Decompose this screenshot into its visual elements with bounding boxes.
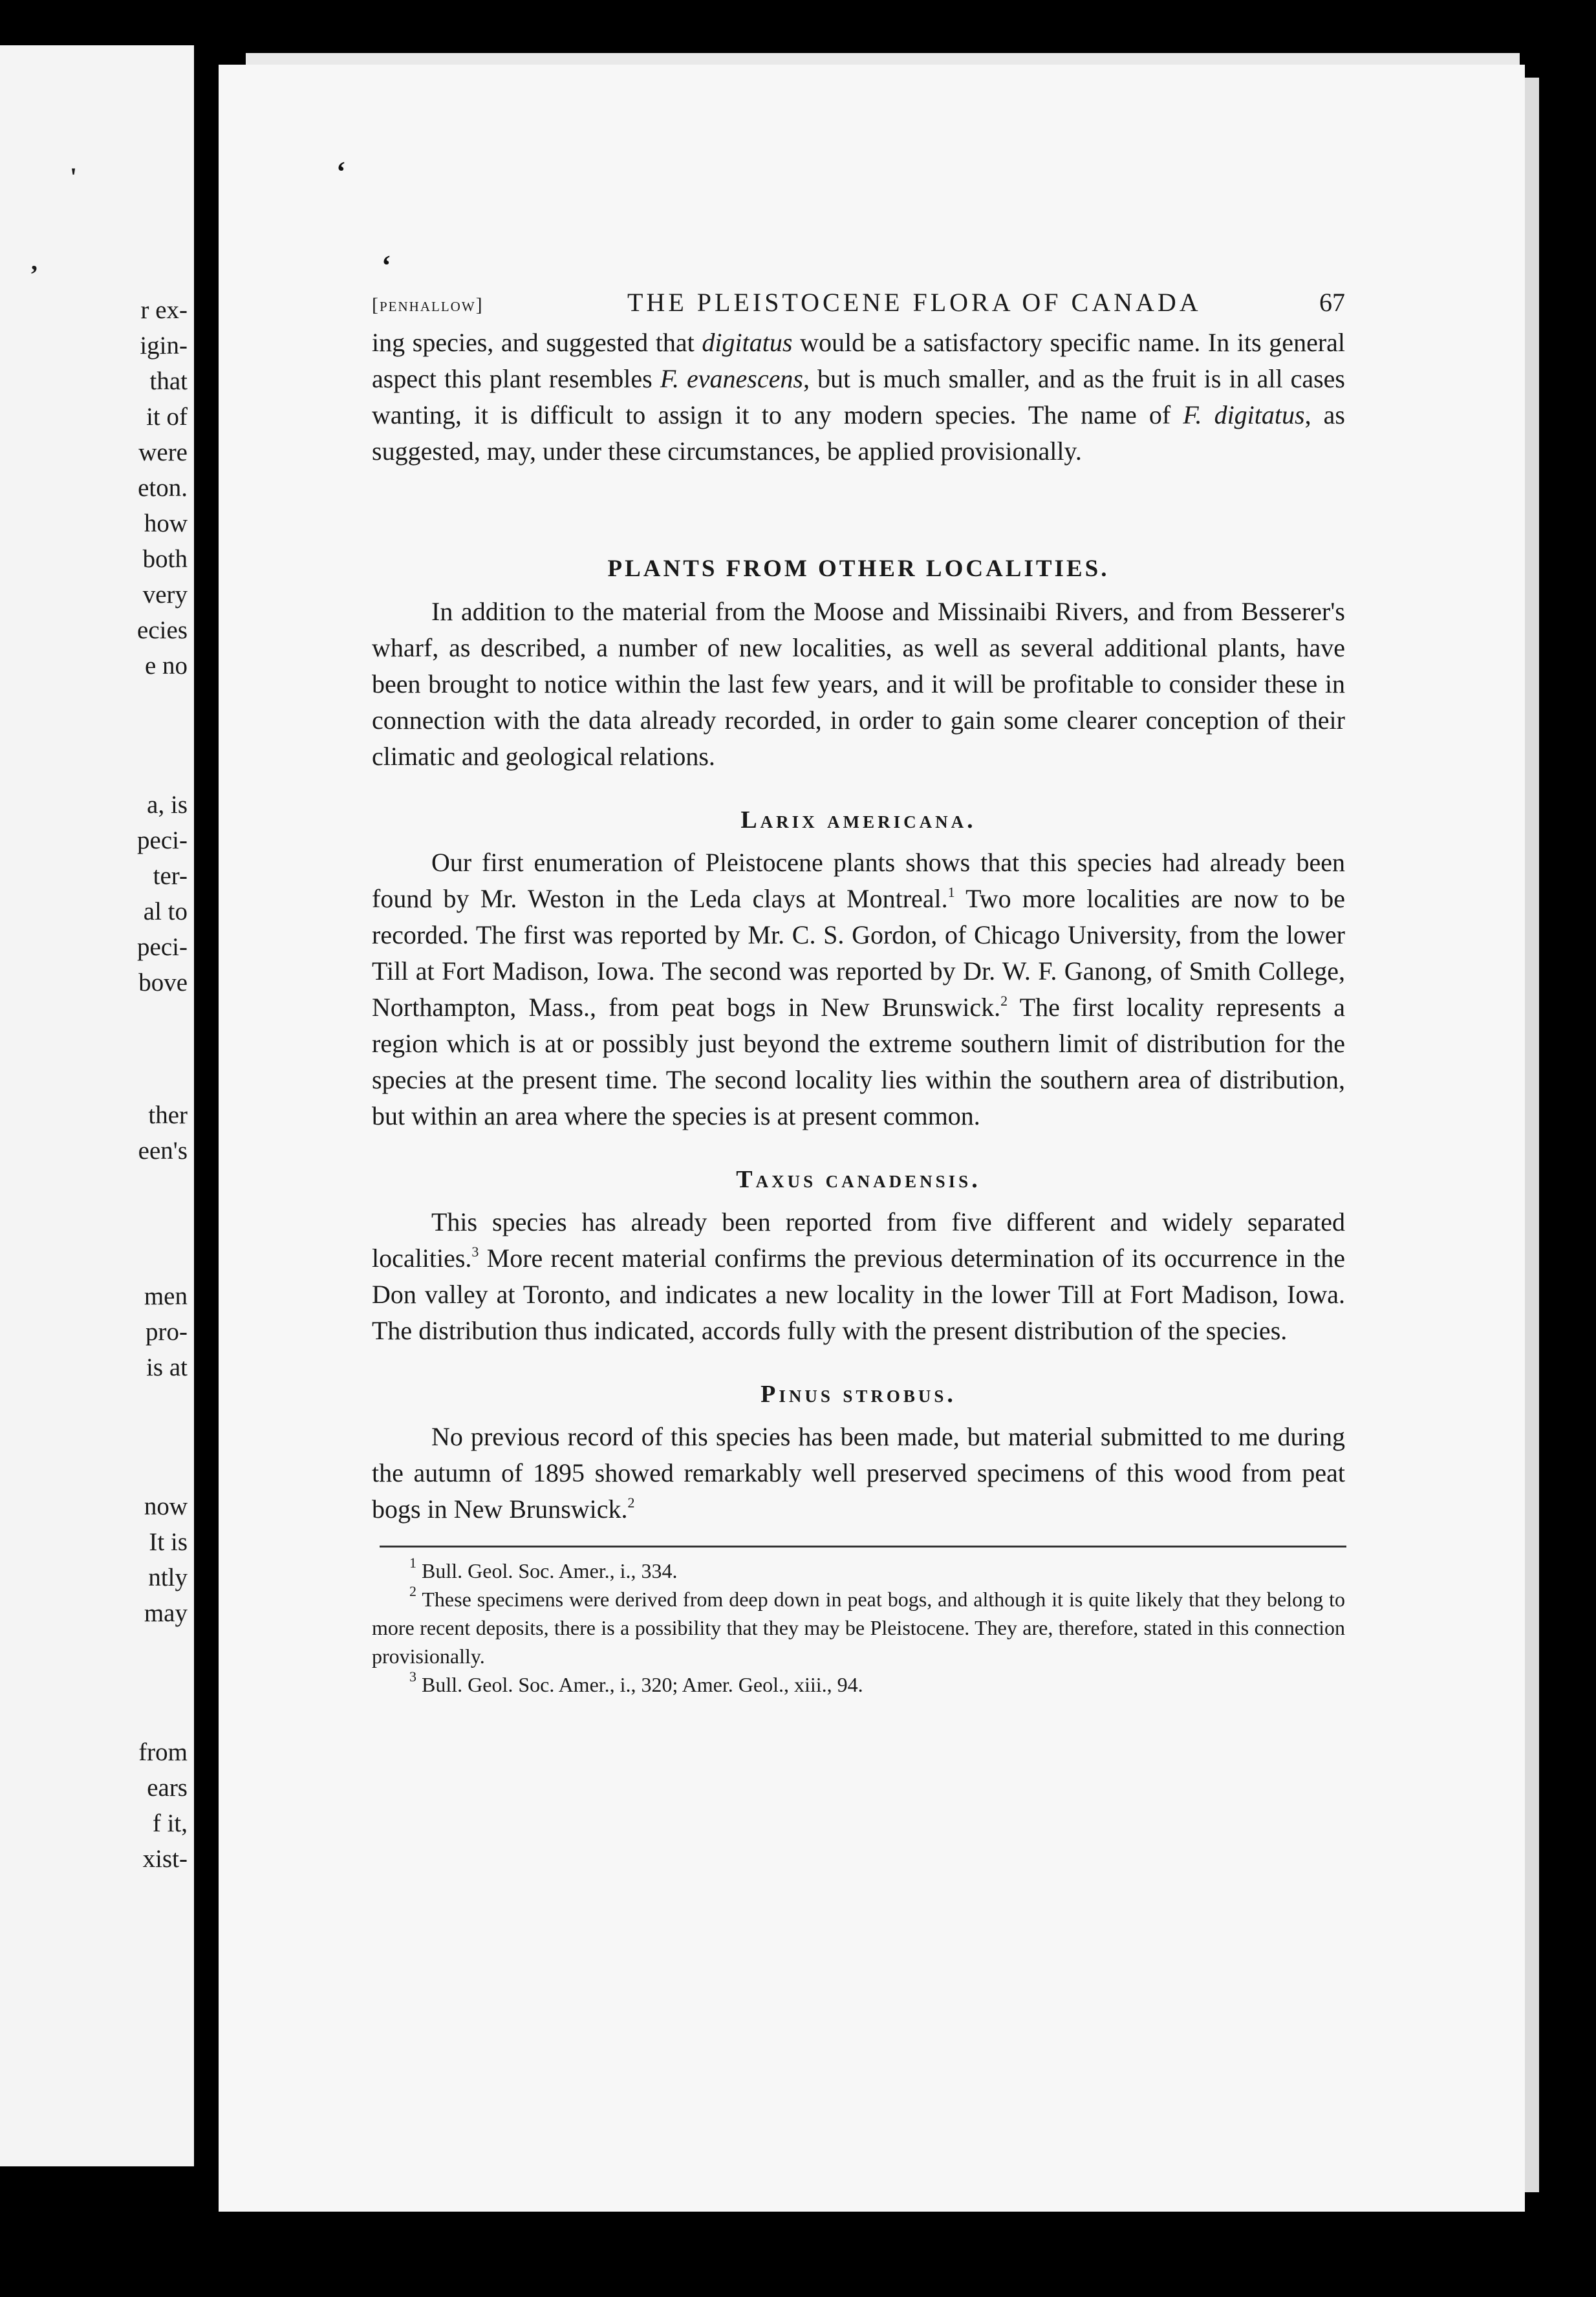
prev-page-line-fragment: is at <box>146 1353 188 1381</box>
prev-page-line-fragment: from <box>138 1738 188 1766</box>
footnote-3 <box>372 1670 1345 1699</box>
running-head-author: [penhallow] <box>372 294 484 316</box>
text-run: , as suggested, may, under these circumstances, be applied provisionally. <box>372 400 1345 466</box>
prev-page-line-fragment: al to <box>143 898 188 925</box>
species-name: F. digitatus <box>1183 400 1305 429</box>
section-intro-paragraph: In addition to the material from the Moose and Missinaibi Rivers, and from Besserer's wharf, as described, a number of new localities, as well as several additional plants, have been brought to notice within the last few years, and it will be profitable to consider these in connection with the data already recorded, in order to gain some clearer conception of their climatic and geological relations. <box>372 597 1345 771</box>
species-name: F. evanescens <box>660 364 803 393</box>
page-right-edge <box>1525 78 1539 2192</box>
footnote-2 <box>372 1585 1345 1670</box>
opening-paragraph <box>372 325 1345 469</box>
footnote-ref: 1 <box>947 884 955 900</box>
pinus-heading: Pinus strobus. <box>760 1381 956 1408</box>
prev-page-line-fragment: ears <box>147 1774 188 1802</box>
text-run: , but is much smaller, and as the fruit is in all cases wanting, it is difficult to assign it to any modern species. The name of <box>372 364 1345 429</box>
previous-page-fragment <box>0 45 194 2166</box>
page-number: 67 <box>1319 288 1345 317</box>
footnote-text: These specimens were derived from deep down in peat bogs, and although it is quite likely that they belong to more recent deposits, there is a possibility that they may be Pleistocene. They are, therefore, stated in this connection provisionally. <box>372 1588 1345 1668</box>
footnote-mark: 3 <box>409 1668 416 1685</box>
taxus-paragraph <box>372 1204 1345 1349</box>
stray-mark: , <box>31 246 38 275</box>
prev-page-line-fragment: pro- <box>146 1318 188 1346</box>
prev-page-line-fragment: were <box>138 438 188 466</box>
page-content <box>372 285 1345 1699</box>
prev-page-line-fragment: r ex- <box>140 296 188 324</box>
footnote-text: Bull. Geol. Soc. Amer., i., 320; Amer. Geol., xiii., 94. <box>416 1673 863 1696</box>
section-heading: PLANTS FROM OTHER LOCALITIES. <box>607 555 1110 582</box>
stray-mark: ' <box>70 162 78 191</box>
prev-page-line-fragment: e no <box>144 652 188 680</box>
larix-paragraph <box>372 845 1345 1134</box>
footnote-rule <box>380 1546 1346 1548</box>
footnote-mark: 1 <box>409 1555 416 1571</box>
prev-page-line-fragment: een's <box>138 1137 188 1165</box>
prev-page-line-fragment: eton. <box>138 474 188 502</box>
prev-page-line-fragment: bove <box>138 969 188 997</box>
prev-page-line-fragment: f it, <box>152 1809 188 1837</box>
footnote-mark: 2 <box>409 1583 416 1599</box>
prev-page-line-fragment: how <box>144 510 188 537</box>
prev-page-line-fragment: ntly <box>148 1564 188 1591</box>
text-run: would be a satisfactory specific name. In its general aspect this plant resembles <box>372 328 1346 393</box>
species-name: digitatus <box>702 328 793 357</box>
prev-page-line-fragment: now <box>144 1493 188 1520</box>
text-run: No previous record of this species has been made, but material submitted to me during the autumn of 1895 showed remarkably well preserved specimens of this wood from peat bogs in New Brunswick. <box>372 1422 1345 1524</box>
larix-heading: Larix americana. <box>740 806 976 834</box>
footnote-ref: 3 <box>471 1244 479 1260</box>
text-run: ing species, and suggested that <box>372 328 702 357</box>
prev-page-line-fragment: peci- <box>137 933 188 961</box>
prev-page-line-fragment: xist- <box>142 1845 188 1873</box>
text-run: This species has already been reported from five different and widely separated localities. <box>372 1207 1345 1273</box>
text-run: Two more localities are now to be recorded. The first was reported by Mr. C. S. Gordon, of Chicago University, from the lower Till at Fort Madison, Iowa. The second was reported by Dr. W. F. Ganong, of Smith College, Northampton, Mass., from peat bogs in New Brunswick. <box>372 884 1346 1022</box>
prev-page-line-fragment: that <box>149 367 188 395</box>
prev-page-line-fragment: It is <box>149 1528 188 1556</box>
footnote-ref: 2 <box>627 1494 635 1511</box>
stray-mark: ‘ <box>382 250 391 281</box>
text-run: More recent material confirms the previous determination of its occurrence in the Don valley at Toronto, and indicates a new locality in the lower Till at Fort Madison, Iowa. The distribution thus indicated, accords fully with the present distribution of the species. <box>372 1244 1345 1345</box>
prev-page-line-fragment: ter- <box>153 862 188 890</box>
footnote-text: Bull. Geol. Soc. Amer., i., 334. <box>416 1559 678 1582</box>
prev-page-line-fragment: ther <box>148 1101 188 1129</box>
prev-page-line-fragment: very <box>142 581 188 609</box>
stray-mark: ‘ <box>336 156 346 188</box>
taxus-heading: Taxus canadensis. <box>736 1166 981 1193</box>
prev-page-line-fragment: both <box>142 545 188 573</box>
prev-page-line-fragment: may <box>144 1599 188 1627</box>
footnotes <box>372 1557 1345 1699</box>
prev-page-line-fragment: it of <box>146 403 188 431</box>
running-head-title: THE PLEISTOCENE FLORA OF CANADA <box>627 288 1202 317</box>
pinus-paragraph <box>372 1419 1345 1527</box>
running-head <box>372 285 1345 323</box>
prev-page-line-fragment: men <box>144 1282 188 1310</box>
prev-page-line-fragment: peci- <box>137 826 188 854</box>
footnote-1 <box>372 1557 1345 1585</box>
footnote-ref: 2 <box>1000 993 1008 1009</box>
text-run: The first locality represents a region which is at or possibly just beyond the extreme southern limit of distribution for the species at the present time. The second locality lies within the southern area of distribution, but within an area where the species is at present common. <box>372 993 1346 1130</box>
prev-page-line-fragment: ecies <box>137 616 188 644</box>
prev-page-line-fragment: a, is <box>147 791 188 819</box>
prev-page-line-fragment: igin- <box>140 332 188 360</box>
text-run: Our first enumeration of Pleistocene plants shows that this species had already been found by Mr. Weston in the Leda clays at Montreal. <box>372 848 1345 913</box>
